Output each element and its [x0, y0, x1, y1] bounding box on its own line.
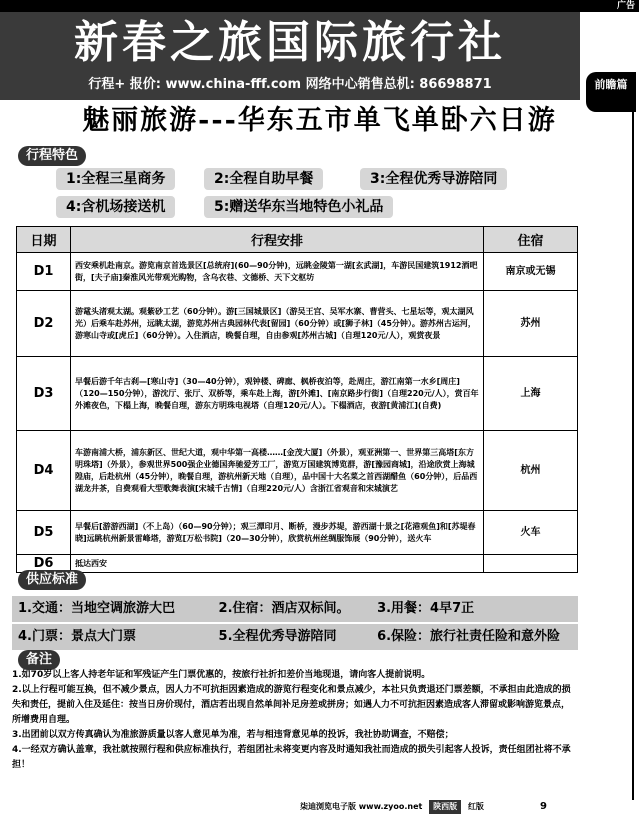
feature-5: 5:赠送华东当地特色小礼品 [204, 196, 393, 218]
service-lodging: 2.住宿：酒店双标间。 [218, 601, 350, 616]
table-row [17, 431, 578, 511]
header-date: 日期 [17, 227, 71, 253]
agency-name: 新春之旅国际旅行社 [74, 17, 506, 68]
top-bar [0, 0, 639, 12]
day-cell: D1 [17, 253, 71, 291]
header-stay: 住宿 [484, 227, 578, 253]
features-label: 行程特色 [18, 146, 86, 166]
desc-cell: 早餐后[游游西湖]（不上岛）（60—90分钟）；观三潭印月、断桥，漫步苏堤，游西湖十景之[花港观鱼]和[苏堤春晓]远眺杭州新景雷峰塔，游览[万松书院]（20—30分钟），欣赏杭州丝绸服饰展（90分钟），送火车 [71, 511, 484, 555]
footer-edition: 红版 [467, 802, 484, 811]
page-number: 9 [540, 801, 547, 812]
footer-text: 柒迪浏览电子版 www.zyoo.net [300, 802, 423, 811]
side-tab-area [580, 12, 639, 100]
trip-title: 魅丽旅游---华东五市单飞单卧六日游 [82, 105, 557, 136]
agency-contact: 行程+ 报价: www.china-fff.com 网络中心销售总机: 86698871 [88, 77, 492, 92]
table-header-row [17, 227, 578, 253]
header-schedule: 行程安排 [71, 227, 484, 253]
stay-cell: 火车 [484, 511, 578, 555]
note-item: 1.如70岁以上客人持老年证和军残证产生门票优惠的，按旅行社折扣差价当地现退，请向客人提前说明。 [12, 670, 431, 680]
notes-label: 备注 [18, 650, 60, 670]
day-cell: D6 [17, 555, 71, 573]
desc-cell: 游鼋头渚观太湖。观紫砂工艺（60分钟）。游[三国城景区]（游吴王宫、吴军水寨、曹营头、七星坛等，观太湖风光）后乘车赴苏州，远眺太湖，游览苏州古典园林代表[留园]（60分钟）或[狮子林]（45分钟）。游苏州古运河，游寒山寺或[虎丘]（60分钟）。入住酒店，晚餐自理，自由参观[苏州古城]（自理120元/人），观赏夜景 [71, 291, 484, 357]
service-insurance: 6.保险：旅行社责任险和意外险 [377, 629, 561, 644]
table-row [17, 291, 578, 357]
table-row [17, 511, 578, 555]
note-item: 2.以上行程可能互换，但不减少景点，因人力不可抗拒因素造成的游览行程变化和景点减少，本社只负责退还门票差额，不承担由此造成的损失和责任，提前入住及延住：按当日房价现付，酒店若出现自然单间补足房差或拼房；如遇人力不可抗拒因素造成客人滞留或影响游览景点，所增费用自理。 [12, 685, 571, 725]
footer [300, 800, 580, 814]
table-row [17, 555, 578, 573]
side-tab: 前瞻篇 [586, 72, 636, 112]
ad-label: 广告 [616, 1, 635, 11]
desc-cell: 早餐后游千年古刹—[寒山寺]（30—40分钟），观钟楼、碑廊、枫桥夜泊等，赴周庄，游江南第一水乡[周庄]（120—150分钟），游沈厅、张厅、双桥等，乘车赴上海，游[外滩]、[南京路步行街]（自理220元/人），赏百年外滩夜色，下榻上海，晚餐自理，游东方明珠电视塔（自理120元/人）。下榻酒店，夜游[黄浦江](自费) [71, 357, 484, 431]
service-guide: 5.全程优秀导游陪同 [218, 629, 337, 644]
itinerary-table [16, 226, 578, 573]
desc-cell: 西安乘机赴南京。游览南京首选景区[总统府](60—90分钟)，远眺金陵第一湖[玄武湖]，车游民国建筑1912酒吧街，[夫子庙]秦淮风光带观光购物，含乌衣巷、文德桥、天下文枢坊 [71, 253, 484, 291]
day-cell: D5 [17, 511, 71, 555]
service-label: 供应标准 [18, 570, 86, 590]
stay-cell [484, 555, 578, 573]
feature-1: 1:全程三星商务 [56, 168, 175, 190]
agency-header [0, 12, 580, 100]
feature-3: 3:全程优秀导游陪同 [360, 168, 507, 190]
feature-4: 4:含机场接送机 [56, 196, 175, 218]
desc-cell: 车游南浦大桥，浦东新区、世纪大道，观中华第一高楼……[金茂大厦]（外景），观亚洲第一、世界第三高塔[东方明珠塔]（外景），参观世界500强企业德国奔驰爱芳工厂，游览万国建筑博览群，游[豫园商城]，沿途欣赏上海城隍庙，后赴杭州（45分钟），晚餐自理，游杭州新天地（自理），品中国十大名菜之首西湖醋鱼（60分钟），后品西湖龙井茶，自费观看大型歌舞表演[宋城千古情]（自理220元/人）含浙江省观音和宋城演艺 [71, 431, 484, 511]
desc-cell: 抵达西安 [71, 555, 484, 573]
stay-cell: 苏州 [484, 291, 578, 357]
service-row-2 [12, 624, 578, 650]
service-meals: 3.用餐：4早7正 [377, 601, 475, 616]
note-item: 3.出团前以双方传真确认为准旅游质量以客人意见单为准，若与相违背意见单的投诉，我社协助调查，不赔偿； [12, 730, 454, 740]
footer-edition-pill: 陕西版 [429, 800, 461, 814]
stay-cell: 南京或无锡 [484, 253, 578, 291]
day-cell: D2 [17, 291, 71, 357]
day-cell: D4 [17, 431, 71, 511]
stay-cell: 上海 [484, 357, 578, 431]
feature-2: 2:全程自助早餐 [204, 168, 323, 190]
service-tickets: 4.门票：景点大门票 [18, 629, 136, 644]
notes-list [12, 668, 578, 773]
note-item: 4.一经双方确认盖章，我社就按照行程和供应标准执行，若组团社未将变更内容及时通知我社而造成的损失引起客人投诉，责任组团社将不承担！ [12, 745, 571, 770]
table-row [17, 253, 578, 291]
table-row [17, 357, 578, 431]
stay-cell: 杭州 [484, 431, 578, 511]
service-transport: 1.交通：当地空调旅游大巴 [18, 601, 175, 616]
right-rule [632, 100, 634, 800]
service-row-1 [12, 596, 578, 622]
day-cell: D3 [17, 357, 71, 431]
